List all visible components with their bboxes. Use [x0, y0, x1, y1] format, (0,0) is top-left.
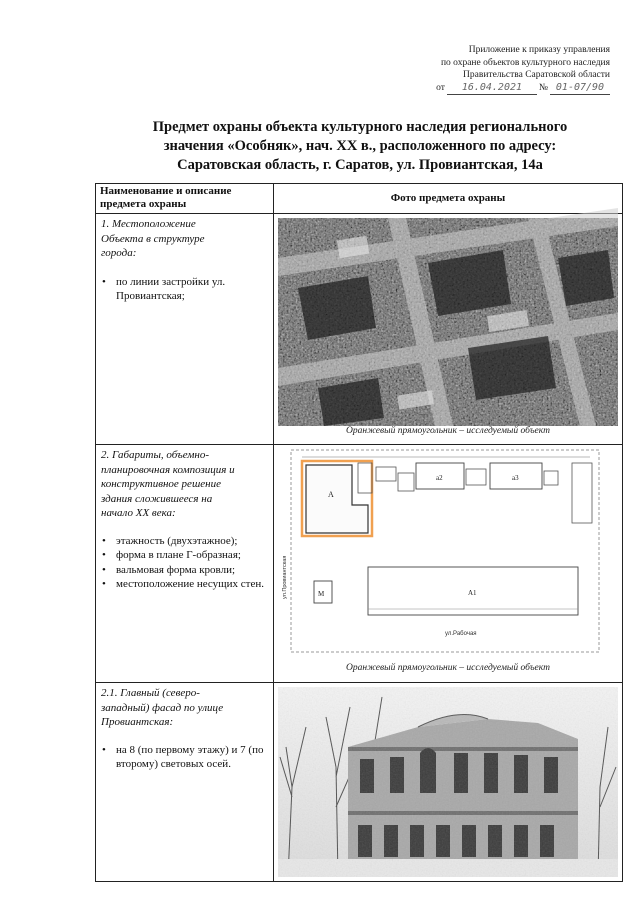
- row-3-photo: [274, 683, 623, 882]
- appendix-line-1: Приложение к приказу управления: [468, 45, 610, 55]
- from-label: от: [436, 82, 445, 93]
- row-1-description: 1. Местоположение Объекта в структуре города: • по линии застройки ул. Провиантская;: [96, 214, 274, 445]
- order-date: 16.04.2021: [447, 82, 537, 96]
- row-2-description: 2. Габариты, объемно- планировочная композиция и конструктивное решение здания сложившееся на начало XX века: • этажность (двухэтажное); • форма в плане Г-образная; • вальмовая форма кровли; • местоположение несущих стен.: [96, 445, 274, 683]
- table-header-row: [96, 184, 623, 214]
- row-2-caption: Оранжевый прямоугольник – исследуемый объект: [346, 663, 550, 673]
- appendix-line-2: по охране объектов культурного наследия: [440, 57, 610, 68]
- plan-label-a1: А1: [468, 589, 477, 597]
- order-number: 01-07/90: [550, 82, 610, 96]
- plan-label-m: М: [318, 590, 325, 598]
- list-item: • по линии застройки ул. Провиантская;: [101, 275, 269, 304]
- header-photo: Фото предмета охраны: [274, 184, 623, 214]
- row-1-bullets: [101, 275, 269, 304]
- appendix-header: [370, 44, 610, 95]
- table-row: [96, 445, 623, 683]
- title-line-2: значения «Особняк», нач. XX в., расположенного по адресу:: [163, 138, 557, 154]
- list-item: • на 8 (по первому этажу) и 7 (по второму) световых осей.: [101, 743, 269, 772]
- plan-label-a3: а3: [512, 474, 519, 482]
- protection-table: [95, 183, 623, 882]
- list-item: • вальмовая форма кровли;: [101, 563, 269, 578]
- row-2-bullets: [101, 534, 269, 592]
- row-1-caption: Оранжевый прямоугольник – исследуемый объект: [346, 426, 550, 436]
- list-item: • форма в плане Г-образная;: [101, 548, 269, 563]
- title-line-1: Предмет охраны объекта культурного наследия регионального: [152, 119, 568, 135]
- list-item: • местоположение несущих стен.: [101, 577, 269, 592]
- table-row: [96, 214, 623, 445]
- document-title: [110, 118, 610, 175]
- floor-plan: [282, 449, 600, 653]
- header-description: Наименование и описание предмета охраны: [96, 184, 274, 214]
- list-item: • этажность (двухэтажное);: [101, 534, 269, 549]
- number-label: №: [538, 82, 548, 93]
- facade-photo: [278, 687, 618, 877]
- street-label-bottom: ул.Рабочая: [445, 631, 477, 637]
- row-3-bullets: [101, 743, 269, 772]
- order-date-number: [370, 82, 610, 96]
- appendix-line-3: Правительства Саратовской области: [463, 70, 610, 81]
- table-row: [96, 683, 623, 882]
- aerial-photo: [278, 218, 618, 426]
- row-3-description: 2.1. Главный (северо- западный) фасад по улице Провиантская: • на 8 (по первому этажу) и 7 (по второму) световых осей.: [96, 683, 274, 882]
- plan-label-a2: а2: [436, 474, 443, 482]
- plan-label-a: А: [328, 490, 334, 499]
- title-line-3: Саратовская область, г. Саратов, ул. Провиантская, 14а: [177, 157, 543, 173]
- row-2-photo: [274, 445, 623, 683]
- street-label-left: ул.Провиантская: [282, 555, 288, 599]
- row-1-photo: [274, 214, 623, 445]
